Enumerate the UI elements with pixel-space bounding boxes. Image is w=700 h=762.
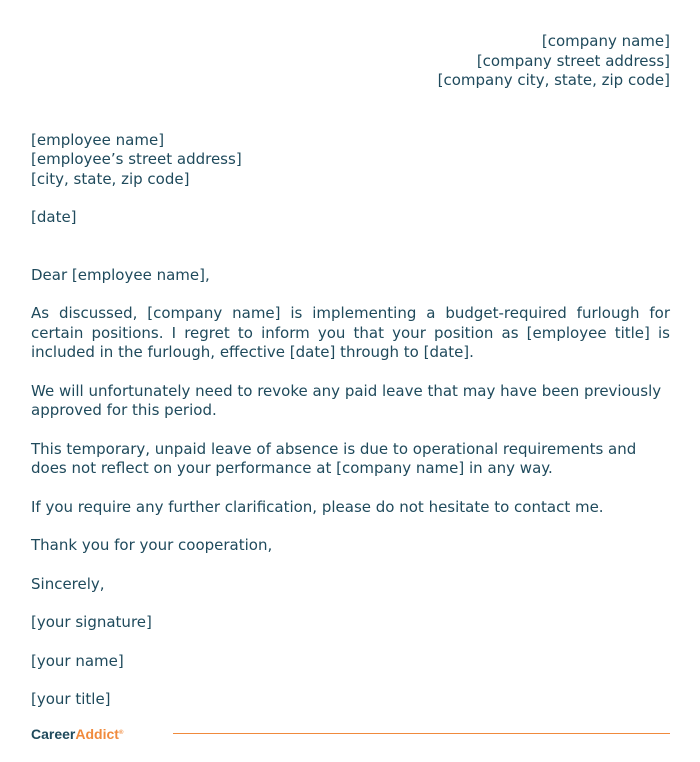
sender-street-address: [company street address] [476,51,670,70]
signature-placeholder: [your signature] [31,613,152,631]
brand-logo-addict: Addict [75,726,119,742]
body-paragraph: We will unfortunately need to revoke any paid leave that may have been previously approved for this period. [31,381,662,419]
salutation: Dear [employee name], [31,265,210,284]
registered-mark-icon: ® [118,730,124,736]
sender-city-state-zip: [company city, state, zip code] [437,71,670,89]
brand-logo-career: Career [31,726,76,742]
recipient-city-state-zip: [city, state, zip code] [31,169,190,188]
body-paragraph: If you require any further clarification, please do not hesitate to contact me. [31,497,604,516]
sender-company-name: [company name] [541,32,670,50]
body-paragraph: This temporary, unpaid leave of absence is due to operational requirements and does not reflect on your performance at [company name] in any way. [31,439,637,477]
closing-thanks: Thank you for your cooperation, [31,536,273,554]
footer-divider [173,733,670,734]
letter-date: [date] [31,208,77,226]
brand-logo [31,726,123,742]
recipient-address-block [31,131,670,190]
recipient-name: [employee name] [31,130,165,149]
sender-address-block [31,32,670,91]
recipient-street-address: [employee’s street address] [31,150,242,168]
sender-name: [your name] [31,651,124,670]
footer [31,726,670,742]
body-paragraph: As discussed, [company name] is implementing a budget-required furlough for certain positions. I regret to inform you that your position as [employee title] is included in the furlough, effective [date] through to [date]. [31,304,670,361]
sign-off: Sincerely, [31,574,105,593]
sender-title: [your title] [31,690,111,708]
letter [31,32,670,710]
